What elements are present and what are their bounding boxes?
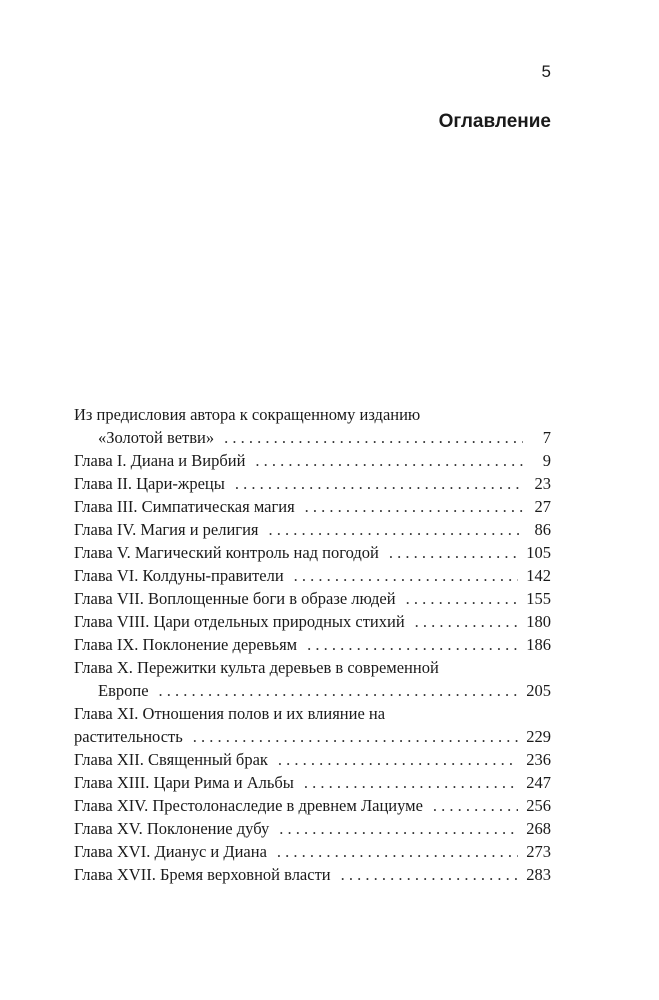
toc-entry[interactable] [74,863,551,886]
dot-leader [341,863,519,886]
toc-entry[interactable] [74,633,551,656]
dot-leader [235,472,523,495]
toc-entry[interactable] [74,472,551,495]
dot-leader [269,518,524,541]
toc-entry-title: Глава II. Цари-жрецы [74,474,225,493]
toc-entry[interactable] [74,702,551,748]
dot-leader [255,449,523,472]
toc-entry-title: Глава V. Магический контроль над погодой [74,543,379,562]
toc-entry-page: 186 [526,635,551,654]
toc-entry[interactable] [74,817,551,840]
toc-entry-title: Глава XVI. Дианус и Диана [74,842,267,861]
toc-entry-title: Глава X. Пережитки культа деревьев в современной [74,658,439,677]
toc-entry-title: растительность [74,727,183,746]
toc-entry-title: Из предисловия автора к сокращенному изданию [74,405,421,424]
dot-leader [279,817,518,840]
dot-leader [294,564,519,587]
toc-entry-title: Глава III. Симпатическая магия [74,497,295,516]
toc-entry-page: 23 [534,474,551,493]
dot-leader [224,426,523,449]
dot-leader [305,495,523,518]
toc-entry-page: 229 [526,727,551,746]
toc-entry-title: Глава VII. Воплощенные боги в образе людей [74,589,396,608]
toc-entry[interactable] [74,610,551,633]
page-number: 5 [541,62,551,81]
toc-entry-page: 155 [526,589,551,608]
toc-entry-page: 142 [526,566,551,585]
toc-entry[interactable] [74,403,551,449]
dot-leader [277,840,518,863]
toc-entry-page: 9 [542,451,551,470]
toc-entry[interactable] [74,541,551,564]
toc-entry[interactable] [74,495,551,518]
toc-entry[interactable] [74,748,551,771]
toc-entry[interactable] [74,449,551,472]
toc-entry-title: Глава XIV. Престолонаследие в древнем Лациуме [74,796,423,815]
toc-entry[interactable] [74,656,551,702]
toc-entry-title: Глава XIII. Цари Рима и Альбы [74,773,294,792]
dot-leader [389,541,518,564]
dot-leader [406,587,519,610]
toc-entry-page: 105 [526,543,551,562]
dot-leader [159,679,519,702]
toc-entry-title: Глава XV. Поклонение дубу [74,819,270,838]
toc-entry-page: 7 [542,428,551,447]
toc-entry[interactable] [74,587,551,610]
toc-entry-title: Европе [98,681,149,700]
toc-entry-title: «Золотой ветви» [98,428,215,447]
toc-entry[interactable] [74,840,551,863]
toc-entry-page: 273 [526,842,551,861]
dot-leader [193,725,518,748]
toc-entry-title: Глава IX. Поклонение деревьям [74,635,298,654]
toc-entry-page: 283 [526,865,551,884]
toc-entry-title: Глава VI. Колдуны-правители [74,566,284,585]
toc-entry-title: Глава XVII. Бремя верховной власти [74,865,331,884]
table-of-contents [74,403,551,886]
dot-leader [278,748,518,771]
dot-leader [433,794,518,817]
toc-entry-page: 236 [526,750,551,769]
dot-leader [304,771,518,794]
toc-entry[interactable] [74,771,551,794]
toc-entry-page: 86 [534,520,551,539]
toc-entry[interactable] [74,794,551,817]
toc-entry-title: Глава XI. Отношения полов и их влияние на [74,704,386,723]
toc-entry-title: Глава I. Диана и Вирбий [74,451,246,470]
dot-leader [415,610,519,633]
toc-entry-title: Глава IV. Магия и религия [74,520,259,539]
toc-entry[interactable] [74,564,551,587]
toc-entry-page: 27 [534,497,551,516]
toc-entry-title: Глава VIII. Цари отдельных природных стихий [74,612,405,631]
toc-entry-title: Глава XII. Священный брак [74,750,268,769]
toc-entry-page: 205 [526,681,551,700]
toc-entry-page: 180 [526,612,551,631]
dot-leader [307,633,518,656]
toc-entry-page: 256 [526,796,551,815]
toc-entry-page: 247 [526,773,551,792]
toc-entry-page: 268 [526,819,551,838]
toc-entry[interactable] [74,518,551,541]
toc-title: Оглавление [438,111,551,132]
